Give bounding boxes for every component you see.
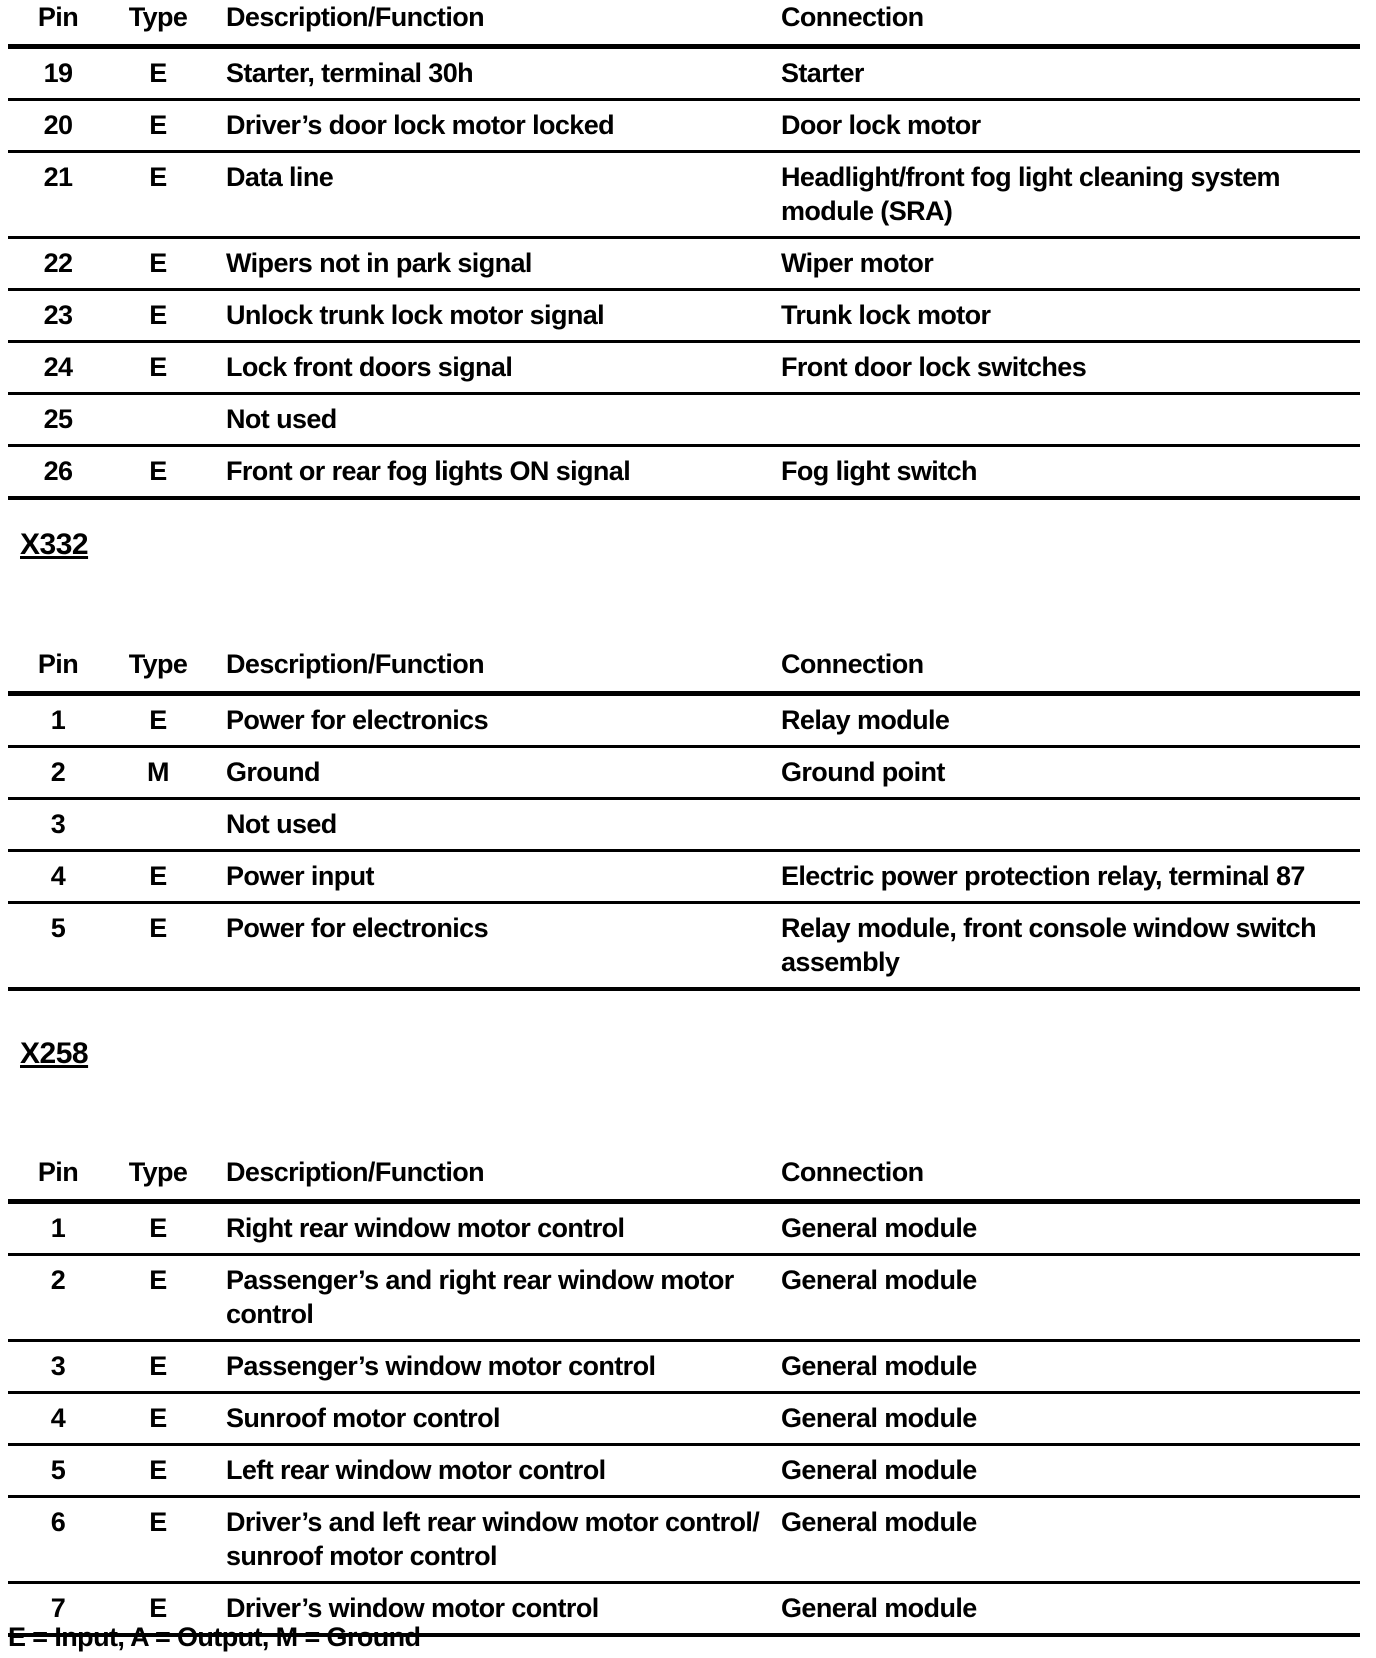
connection-cell: Relay module <box>779 694 1360 747</box>
type-header: Type <box>108 647 208 694</box>
type-cell: E <box>108 446 208 499</box>
description-cell: Driver’s door lock motor locked <box>208 100 779 152</box>
type-cell: E <box>108 694 208 747</box>
pin-cell: 3 <box>8 1341 108 1393</box>
table-row <box>8 1341 1360 1393</box>
table-row <box>8 1445 1360 1497</box>
pin-cell: 3 <box>8 799 108 851</box>
connection-cell: Starter <box>779 47 1360 100</box>
description-cell: Unlock trunk lock motor signal <box>208 290 779 342</box>
table-row <box>8 290 1360 342</box>
table-row <box>8 1255 1360 1341</box>
table-row <box>8 747 1360 799</box>
type-cell: E <box>108 342 208 394</box>
pin-cell: 5 <box>8 903 108 990</box>
type-cell: E <box>108 903 208 990</box>
connection-cell: Headlight/front fog light cleaning system module (SRA) <box>779 152 1360 238</box>
pin-cell: 26 <box>8 446 108 499</box>
pin-cell: 21 <box>8 152 108 238</box>
table-row <box>8 394 1360 446</box>
description-cell: Passenger’s window motor control <box>208 1341 779 1393</box>
table-row <box>8 903 1360 990</box>
pin-header: Pin <box>8 0 108 47</box>
description-cell: Sunroof motor control <box>208 1393 779 1445</box>
connection-cell: General module <box>779 1393 1360 1445</box>
connection-cell: General module <box>779 1445 1360 1497</box>
pin-cell: 5 <box>8 1445 108 1497</box>
description-cell: Front or rear fog lights ON signal <box>208 446 779 499</box>
connection-cell: General module <box>779 1497 1360 1583</box>
table-row <box>8 152 1360 238</box>
pin-cell: 24 <box>8 342 108 394</box>
description-cell: Power for electronics <box>208 903 779 990</box>
pin-cell: 6 <box>8 1497 108 1583</box>
type-cell: E <box>108 1583 208 1636</box>
connection-cell: Wiper motor <box>779 238 1360 290</box>
pin-header: Pin <box>8 647 108 694</box>
description-cell: Data line <box>208 152 779 238</box>
pin-table-continued <box>8 0 1360 500</box>
description-header: Description/Function <box>208 0 779 47</box>
pin-cell: 25 <box>8 394 108 446</box>
connection-cell: General module <box>779 1255 1360 1341</box>
type-cell: M <box>108 747 208 799</box>
pin-cell: 1 <box>8 694 108 747</box>
description-cell: Driver’s window motor control <box>208 1583 779 1636</box>
section-title-x332: X332 <box>20 528 89 561</box>
connection-cell: General module <box>779 1202 1360 1255</box>
table-row <box>8 799 1360 851</box>
pin-cell: 2 <box>8 1255 108 1341</box>
type-cell <box>108 394 208 446</box>
table-header-row <box>8 647 1360 694</box>
type-cell: E <box>108 238 208 290</box>
description-cell: Right rear window motor control <box>208 1202 779 1255</box>
type-header: Type <box>108 1155 208 1202</box>
connection-cell <box>779 799 1360 851</box>
table-row <box>8 47 1360 100</box>
connection-cell: Ground point <box>779 747 1360 799</box>
description-cell: Lock front doors signal <box>208 342 779 394</box>
type-cell: E <box>108 100 208 152</box>
connection-cell: Door lock motor <box>779 100 1360 152</box>
connection-cell: Relay module, front console window switch assembly <box>779 903 1360 990</box>
description-header: Description/Function <box>208 647 779 694</box>
description-cell: Starter, terminal 30h <box>208 47 779 100</box>
type-cell: E <box>108 1393 208 1445</box>
description-header: Description/Function <box>208 1155 779 1202</box>
description-cell: Power input <box>208 851 779 903</box>
pin-table-x332 <box>8 647 1360 991</box>
description-cell: Left rear window motor control <box>208 1445 779 1497</box>
description-cell: Driver’s and left rear window motor control/ sunroof motor control <box>208 1497 779 1583</box>
description-cell: Ground <box>208 747 779 799</box>
type-legend: E = Input, A = Output, M = Ground <box>8 1622 421 1652</box>
type-cell <box>108 799 208 851</box>
section-title-x258: X258 <box>20 1037 89 1070</box>
table-row <box>8 238 1360 290</box>
pin-table-x258 <box>8 1155 1360 1637</box>
pin-cell: 7 <box>8 1583 108 1636</box>
connection-cell: Fog light switch <box>779 446 1360 499</box>
pin-cell: 19 <box>8 47 108 100</box>
type-cell: E <box>108 152 208 238</box>
table-row <box>8 1497 1360 1583</box>
connection-cell: Trunk lock motor <box>779 290 1360 342</box>
pin-cell: 20 <box>8 100 108 152</box>
type-header: Type <box>108 0 208 47</box>
description-cell: Not used <box>208 799 779 851</box>
description-cell: Passenger’s and right rear window motor control <box>208 1255 779 1341</box>
connection-header: Connection <box>779 1155 1360 1202</box>
table-row <box>8 100 1360 152</box>
type-cell: E <box>108 1445 208 1497</box>
connection-header: Connection <box>779 647 1360 694</box>
table-row <box>8 851 1360 903</box>
description-cell: Not used <box>208 394 779 446</box>
pin-cell: 2 <box>8 747 108 799</box>
table-row <box>8 342 1360 394</box>
pin-cell: 1 <box>8 1202 108 1255</box>
description-cell: Power for electronics <box>208 694 779 747</box>
connection-cell: Front door lock switches <box>779 342 1360 394</box>
table-row <box>8 1202 1360 1255</box>
type-cell: E <box>108 1202 208 1255</box>
type-cell: E <box>108 1497 208 1583</box>
pin-cell: 4 <box>8 851 108 903</box>
table-row <box>8 1393 1360 1445</box>
pin-cell: 22 <box>8 238 108 290</box>
pin-cell: 23 <box>8 290 108 342</box>
pin-header: Pin <box>8 1155 108 1202</box>
type-cell: E <box>108 851 208 903</box>
description-cell: Wipers not in park signal <box>208 238 779 290</box>
table-header-row <box>8 1155 1360 1202</box>
type-cell: E <box>108 47 208 100</box>
type-cell: E <box>108 290 208 342</box>
connection-cell: General module <box>779 1341 1360 1393</box>
type-cell: E <box>108 1341 208 1393</box>
pin-cell: 4 <box>8 1393 108 1445</box>
connection-cell: General module <box>779 1583 1360 1636</box>
table-row <box>8 446 1360 499</box>
connection-cell <box>779 394 1360 446</box>
connection-header: Connection <box>779 0 1360 47</box>
connection-cell: Electric power protection relay, terminal 87 <box>779 851 1360 903</box>
table-row <box>8 694 1360 747</box>
type-cell: E <box>108 1255 208 1341</box>
table-header-row <box>8 0 1360 47</box>
